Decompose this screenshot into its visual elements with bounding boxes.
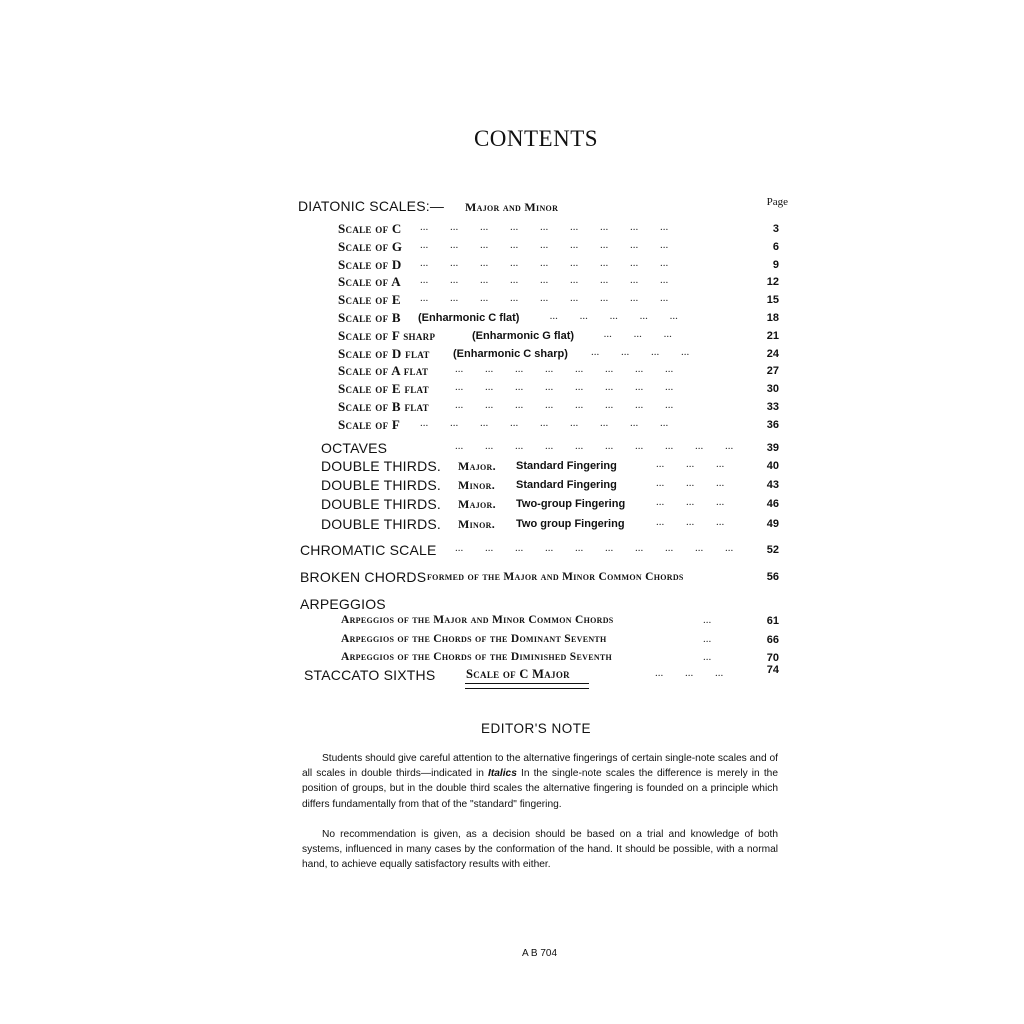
- toc-double-thirds-mode: Major.: [458, 497, 496, 512]
- toc-scale-page: 9: [772, 258, 779, 271]
- toc-double-thirds-label: DOUBLE THIRDS.: [321, 515, 442, 532]
- leader-dots: ... ... ... ... ... ... ... ...: [455, 399, 674, 411]
- leader-dots: ... ... ...: [656, 458, 725, 470]
- toc-chromatic-page: 52: [766, 544, 779, 556]
- toc-scale-page: 6: [772, 240, 779, 253]
- p1-text-b: In the single-note scales the difference is merely in the position of groups, but in the double third scales the alternative fingering is founded on a principle which differs fundamentally from that of the "standard" fingering.: [302, 768, 778, 810]
- leader-dots: ... ... ... ... ... ... ... ...: [455, 381, 674, 394]
- toc-staccato-page: 74: [766, 664, 779, 676]
- toc-arpeggio-page: 66: [766, 633, 779, 646]
- toc-arpeggio-page: 70: [766, 652, 779, 664]
- toc-scale-label: Scale of G: [338, 238, 403, 254]
- toc-octaves-page: 39: [766, 442, 779, 454]
- leader-dots: ... ... ... ... ...: [549, 310, 678, 322]
- leader-dots: ... ... ... ... ... ... ... ... ...: [420, 256, 669, 269]
- section-subheading-diatonic: Major and Minor: [465, 200, 559, 214]
- toc-scale-page: 33: [766, 401, 779, 413]
- leader-dots: ... ... ... ... ... ... ... ... ...: [420, 292, 669, 305]
- toc-broken-label: BROKEN CHORDS: [300, 569, 427, 585]
- editors-note-paragraph-2: No recommendation is given, as a decision should be based on a trial and knowledge of both systems, influenced in many cases by the conformation of the hand. It should be possible, with a normal hand, to achieve equally satisfactory results with either.: [302, 829, 778, 871]
- editors-note-paragraph-1: [302, 751, 778, 812]
- toc-scale-page: 24: [766, 347, 779, 360]
- toc-double-thirds-mode: Minor.: [458, 516, 496, 531]
- leader-dots: ... ... ... ...: [591, 345, 690, 358]
- leader-dots: ... ... ...: [656, 515, 725, 528]
- toc-scale-note: (Enharmonic C flat): [418, 312, 520, 324]
- leader-dots: ... ... ... ... ... ... ... ... ... ...: [455, 440, 734, 452]
- leader-dots: ... ... ...: [603, 327, 672, 340]
- toc-scale-label: Scale of E: [338, 292, 401, 308]
- toc-scale-label: Scale of A: [338, 274, 401, 290]
- toc-broken-desc: formed of the Major and Minor Common Chords: [427, 571, 684, 583]
- toc-arpeggio-page: 61: [766, 615, 779, 627]
- toc-scale-label: Scale of C: [338, 221, 402, 236]
- leader-dots: ... ... ... ... ... ... ... ... ...: [420, 416, 669, 429]
- toc-scale-label: Scale of D flat: [338, 345, 430, 361]
- toc-scale-label: Scale of E flat: [338, 381, 429, 397]
- toc-double-thirds-label: DOUBLE THIRDS.: [321, 496, 442, 513]
- toc-chromatic-label: CHROMATIC SCALE: [300, 542, 437, 558]
- toc-scale-page: 30: [766, 383, 779, 396]
- page-column-header: Page: [766, 196, 788, 208]
- toc-double-thirds-label: DOUBLE THIRDS.: [321, 458, 442, 474]
- toc-scale-note: (Enharmonic C sharp): [453, 347, 568, 360]
- leader-dots: ... ... ... ... ... ... ... ... ...: [420, 274, 669, 287]
- toc-scale-label: Scale of F: [338, 416, 401, 432]
- toc-scale-page: 3: [772, 223, 779, 235]
- toc-staccato-desc: Scale of C Major: [466, 667, 570, 681]
- toc-scale-label: Scale of B flat: [338, 399, 429, 414]
- toc-double-thirds-mode: Major.: [458, 459, 496, 473]
- toc-scale-label: Scale of B: [338, 310, 401, 325]
- toc-scale-label: Scale of D: [338, 256, 402, 272]
- toc-scale-label: Scale of A flat: [338, 363, 429, 379]
- leader-dots: ... ... ... ... ... ... ... ... ...: [420, 221, 669, 233]
- toc-arpeggios-heading: ARPEGGIOS: [300, 596, 386, 612]
- toc-double-thirds-fingering: Two group Fingering: [516, 517, 625, 530]
- toc-double-thirds-page: 40: [766, 460, 779, 472]
- toc-scale-page: 27: [766, 365, 779, 378]
- leader-dots: ... ... ... ... ... ... ... ... ...: [420, 238, 669, 251]
- toc-double-thirds-label: DOUBLE THIRDS.: [321, 477, 442, 494]
- leader-dots: ... ... ...: [656, 477, 725, 490]
- double-rule-divider: [465, 683, 589, 689]
- toc-double-thirds-mode: Minor.: [458, 478, 496, 493]
- toc-scale-page: 15: [766, 294, 779, 307]
- toc-arpeggio-label: Arpeggios of the Chords of the Diminished Seventh: [341, 651, 613, 663]
- leader-dots: ... ... ...: [655, 667, 724, 679]
- leader-dots: ... ... ... ... ... ... ... ... ... ...: [455, 542, 734, 554]
- toc-scale-page: 12: [766, 276, 779, 289]
- p1-italic: Italics: [488, 768, 517, 780]
- toc-arpeggio-label: Arpeggios of the Major and Minor Common Chords: [341, 614, 614, 626]
- toc-broken-page: 56: [766, 571, 779, 583]
- leader-dots: ...: [703, 632, 712, 645]
- toc-double-thirds-page: 49: [766, 517, 779, 530]
- section-heading-diatonic: DIATONIC SCALES:—: [298, 198, 445, 214]
- toc-scale-page: 36: [766, 418, 779, 431]
- toc-double-thirds-fingering: Standard Fingering: [516, 479, 617, 492]
- leader-dots: ... ... ...: [656, 496, 725, 509]
- toc-double-thirds-fingering: Two-group Fingering: [516, 498, 626, 511]
- toc-arpeggio-label: Arpeggios of the Chords of the Dominant Seventh: [341, 632, 607, 645]
- toc-octaves-label: OCTAVES: [321, 440, 388, 456]
- toc-scale-page: 18: [766, 312, 779, 324]
- editors-note-title: EDITOR'S NOTE: [480, 721, 592, 736]
- leader-dots: ... ... ... ... ... ... ... ...: [455, 363, 674, 376]
- page-title: CONTENTS: [473, 126, 599, 151]
- toc-double-thirds-page: 46: [766, 498, 779, 511]
- toc-scale-note: (Enharmonic G flat): [472, 329, 575, 342]
- p1-text-a: Students should give careful attention to the alternative fingerings of certain single-note scales and of all scales in double thirds—indicated in: [302, 753, 778, 780]
- leader-dots: ...: [703, 614, 712, 626]
- toc-scale-label: Scale of F sharp: [338, 327, 436, 343]
- leader-dots: ...: [703, 651, 712, 663]
- toc-scale-page: 21: [766, 329, 779, 342]
- toc-double-thirds-page: 43: [766, 479, 779, 492]
- toc-staccato-label: STACCATO SIXTHS: [304, 667, 436, 683]
- toc-double-thirds-fingering: Standard Fingering: [516, 460, 617, 472]
- footer-catalog-number: A B 704: [522, 948, 558, 959]
